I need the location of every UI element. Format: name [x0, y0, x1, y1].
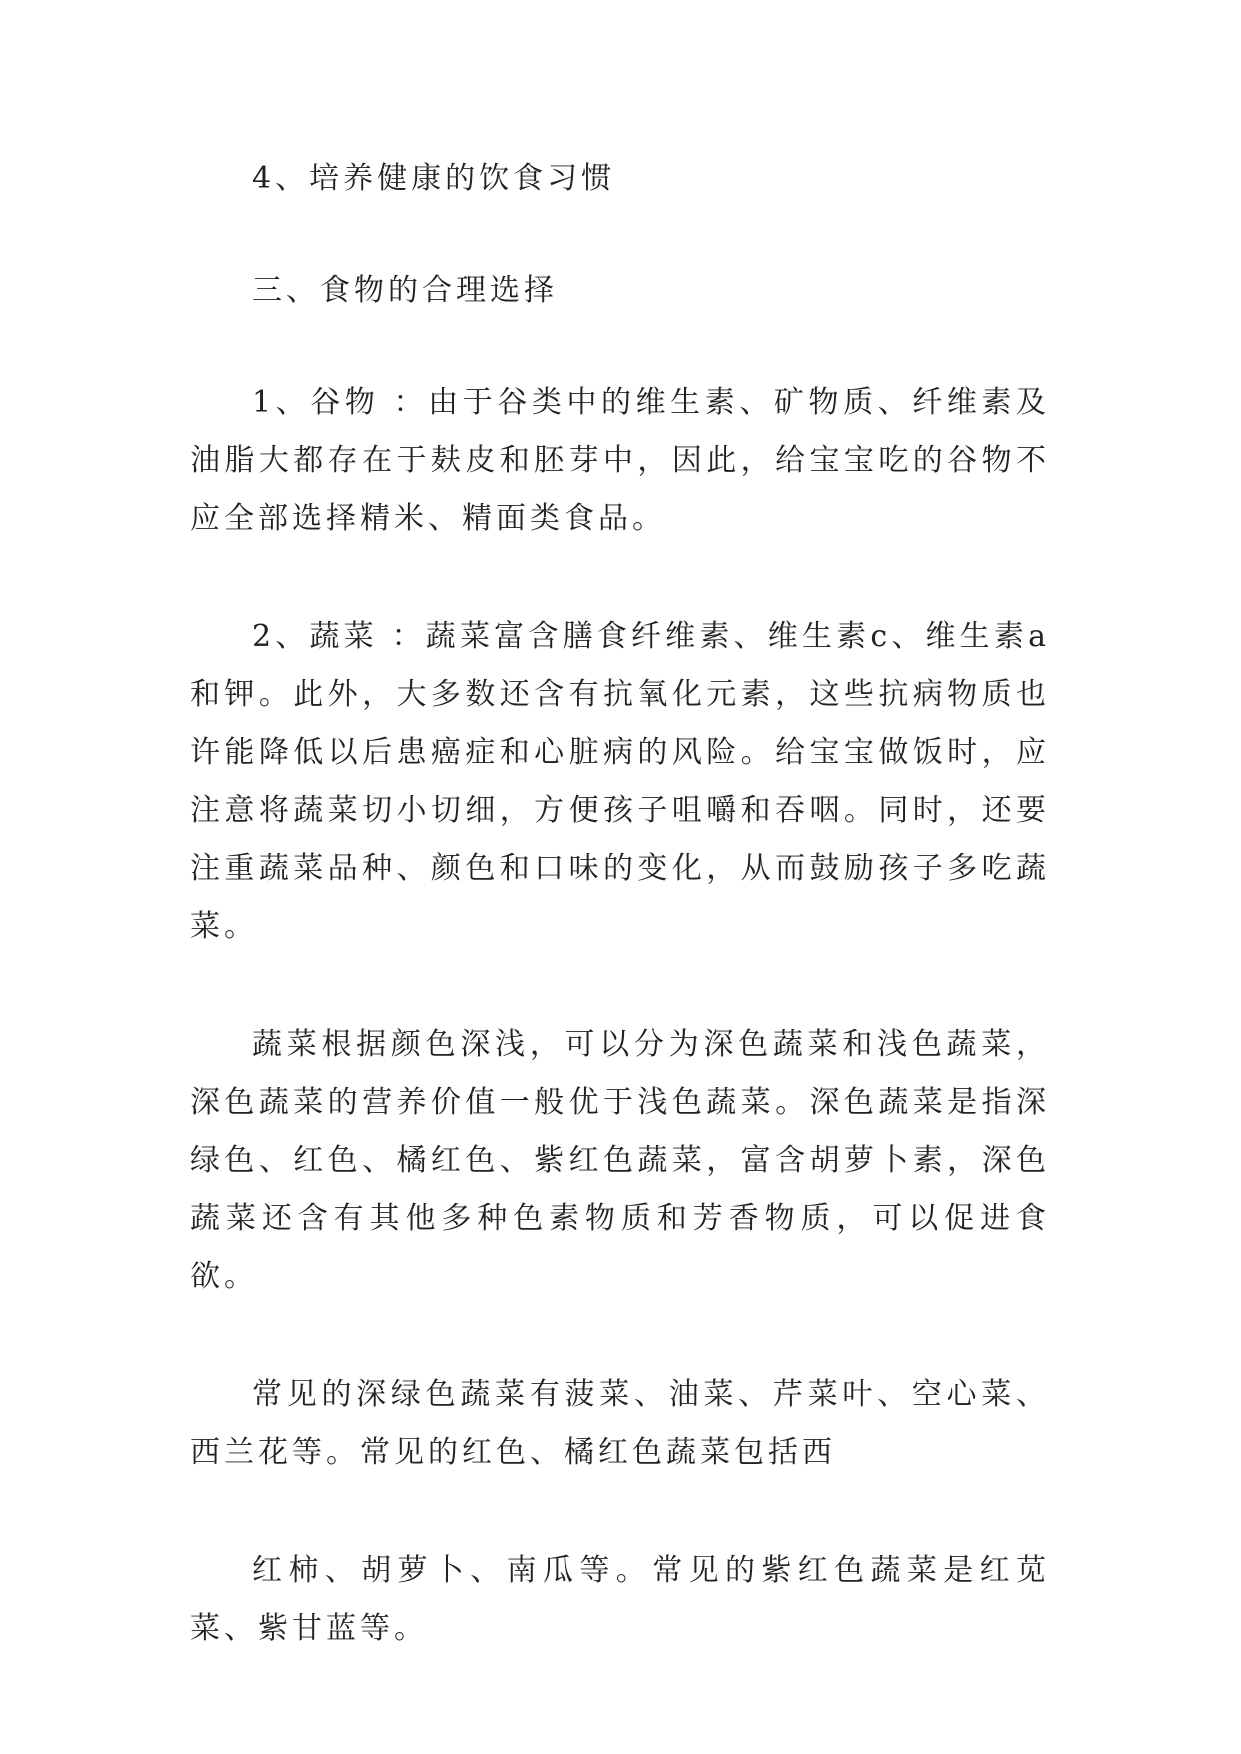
paragraph-vegetable-colors: 蔬菜根据颜色深浅，可以分为深色蔬菜和浅色蔬菜，深色蔬菜的营养价值一般优于浅色蔬菜。深色蔬菜是指深绿色、红色、橘红色、紫红色蔬菜，富含胡萝卜素，深色蔬菜还含有其他多种色素物质和芳香物质，可以促进食欲。: [190, 1027, 1050, 1294]
paragraph-red-vegetables: 红柿、胡萝卜、南瓜等。常见的紫红色蔬菜是红苋菜、紫甘蓝等。: [190, 1553, 1050, 1646]
section-item-heading: 4、培养健康的饮食习惯: [252, 161, 616, 196]
paragraph-grains: 1、谷物 ：由于谷类中的维生素、矿物质、纤维素及油脂大都存在于麸皮和胚芽中，因此，给宝宝吃的谷物不应全部选择精米、精面类食品。: [190, 385, 1050, 536]
section-heading: 三、食物的合理选择: [252, 273, 558, 308]
paragraph-dark-green-vegetables: 常见的深绿色蔬菜有菠菜、油菜、芹菜叶、空心菜、西兰花等。常见的红色、橘红色蔬菜包括西: [190, 1377, 1050, 1470]
paragraph-vegetables: 2、蔬菜 ：蔬菜富含膳食纤维素、维生素c、维生素a和钾。此外，大多数还含有抗氧化元素，这些抗病物质也许能降低以后患癌症和心脏病的风险。给宝宝做饭时，应注意将蔬菜切小切细，方便孩子咀嚼和吞咽。同时，还要注重蔬菜品种、颜色和口味的变化，从而鼓励孩子多吃蔬菜。: [190, 619, 1050, 944]
document-body: [190, 150, 1050, 1718]
